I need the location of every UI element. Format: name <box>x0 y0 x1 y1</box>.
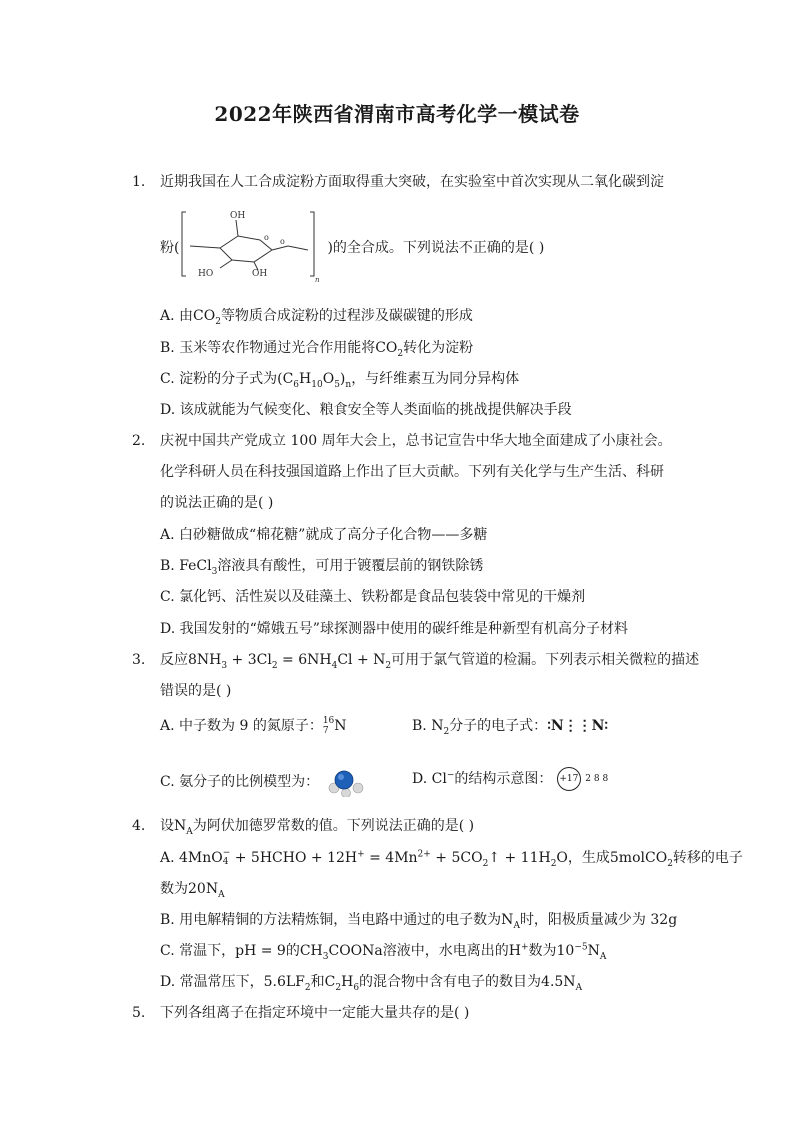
question-4-number: 4. <box>132 818 146 834</box>
question-2-number: 2. <box>132 433 146 449</box>
question-5-stem: 下列各组离子在指定环境中一定能大量共存的是( ) <box>160 1005 470 1021</box>
q4-option-d[interactable]: D. 常温常压下，$5.6LF_2$和$C_2H_6$的混合物中含有电子的数目为$4.5N_A$ <box>160 974 583 993</box>
electron-shells: 2 8 8 <box>585 774 609 784</box>
starch-structure-diagram <box>180 206 320 282</box>
question-1-stem: 近期我国在人工合成淀粉方面取得重大突破，在实验室中首次实现从二氧化碳到淀 <box>160 174 664 190</box>
q3-option-c[interactable]: C. 氨分子的比例模型为： <box>160 767 368 797</box>
q1-option-d[interactable]: D. 该成就能为气候变化、粮食安全等人类面临的挑战提供解决手段 <box>160 402 572 418</box>
q2-option-b[interactable]: B. FeCl$_3$溶液具有酸性，可用于镀覆层前的钢铁除锈 <box>160 558 484 577</box>
ammonia-space-filling-model-icon <box>324 767 368 797</box>
struct-label-oh-bottom: OH <box>252 269 268 279</box>
question-3-number: 3. <box>132 652 146 668</box>
q3-option-d[interactable]: D. Cl−的结构示意图： +17 2 8 8 <box>412 767 608 791</box>
struct-label-n: n <box>315 276 320 282</box>
q3-option-b[interactable]: B. $N_2$分子的电子式：∶N⋮⋮N∶ <box>412 718 609 737</box>
question-2-stem: 庆祝中国共产党成立 100 周年大会上，总书记宣告中华大地全面建成了小康社会。 <box>160 433 672 449</box>
q2-option-a[interactable]: A. 白砂糖做成“棉花糖”就成了高分子化合物——多糖 <box>160 527 488 543</box>
q4-option-a-line2: 数为$20N_A$ <box>160 881 225 900</box>
q1-option-c[interactable]: C. 淀粉的分子式为$(C_6H_{10}O_5)_n$，与纤维素互为同分异构体 <box>160 371 520 390</box>
n2-electron-formula: ∶N⋮⋮N∶ <box>547 718 609 734</box>
nuclide-notation: 16 7 <box>322 716 335 736</box>
q2-option-d[interactable]: D. 我国发射的“嫦娥五号”球探测器中使用的碳纤维是种新型有机高分子材料 <box>160 621 628 637</box>
question-4-stem: 设$N_A$为阿伏加德罗常数的值。下列说法正确的是( ) <box>160 818 475 837</box>
question-1-number: 1. <box>132 174 146 190</box>
q1-option-b[interactable]: B. 玉米等农作物通过光合作用能将$CO_2$转化为淀粉 <box>160 340 474 359</box>
page-title: 2022年陕西省渭南市高考化学一模试卷 <box>214 102 580 126</box>
struct-label-ho: HO <box>198 269 214 279</box>
q4-option-b[interactable]: B. 用电解精铜的方法精炼铜，当电路中通过的电子数为$N_A$时，阳极质量减少为 32g <box>160 912 678 931</box>
question-3-stem-line2: 错误的是( ) <box>160 683 232 699</box>
struct-label-oh-top: OH <box>230 211 246 221</box>
q3-option-a[interactable]: A. 中子数为 9 的氮原子： 16 7 N <box>160 716 347 736</box>
q2-option-c[interactable]: C. 氯化钙、活性炭以及硅藻土、铁粉都是食品包装袋中常见的干燥剂 <box>160 589 586 605</box>
question-3-stem: 反应$8NH_3 + 3Cl_2 = 6NH_4Cl + N_2$可用于氯气管道的检漏。下列表示相关微粒的描述 <box>160 652 700 671</box>
question-2-stem-line2: 化学科研人员在科技强国道路上作出了巨大贡献。下列有关化学与生产生活、科研 <box>160 464 664 480</box>
svg-text:o: o <box>280 237 285 246</box>
q4-option-a[interactable]: A. 4MnO − 4 + 5HCHO + $12H^+ = 4Mn^{2+}$ + $5CO_2↑ + 11H_2O$，生成5molCO$_2$转移的电子 <box>160 848 743 869</box>
question-1-stem-line2: 粉( )的全合成。下列说法不正确的是( ) <box>160 240 545 256</box>
chlorine-nucleus: +17 <box>557 767 581 791</box>
q4-option-c[interactable]: C. 常温下，pH = 9的$CH_3COONa$溶液中，水电离出的H+数为$10^{-5}N_A$ <box>160 942 607 962</box>
question-2-stem-line3: 的说法正确的是( ) <box>160 495 274 511</box>
svg-text:o: o <box>264 233 269 242</box>
question-5-number: 5. <box>132 1005 146 1021</box>
q1-option-a[interactable]: A. 由$CO_2$等物质合成淀粉的过程涉及碳碳键的形成 <box>160 308 473 327</box>
